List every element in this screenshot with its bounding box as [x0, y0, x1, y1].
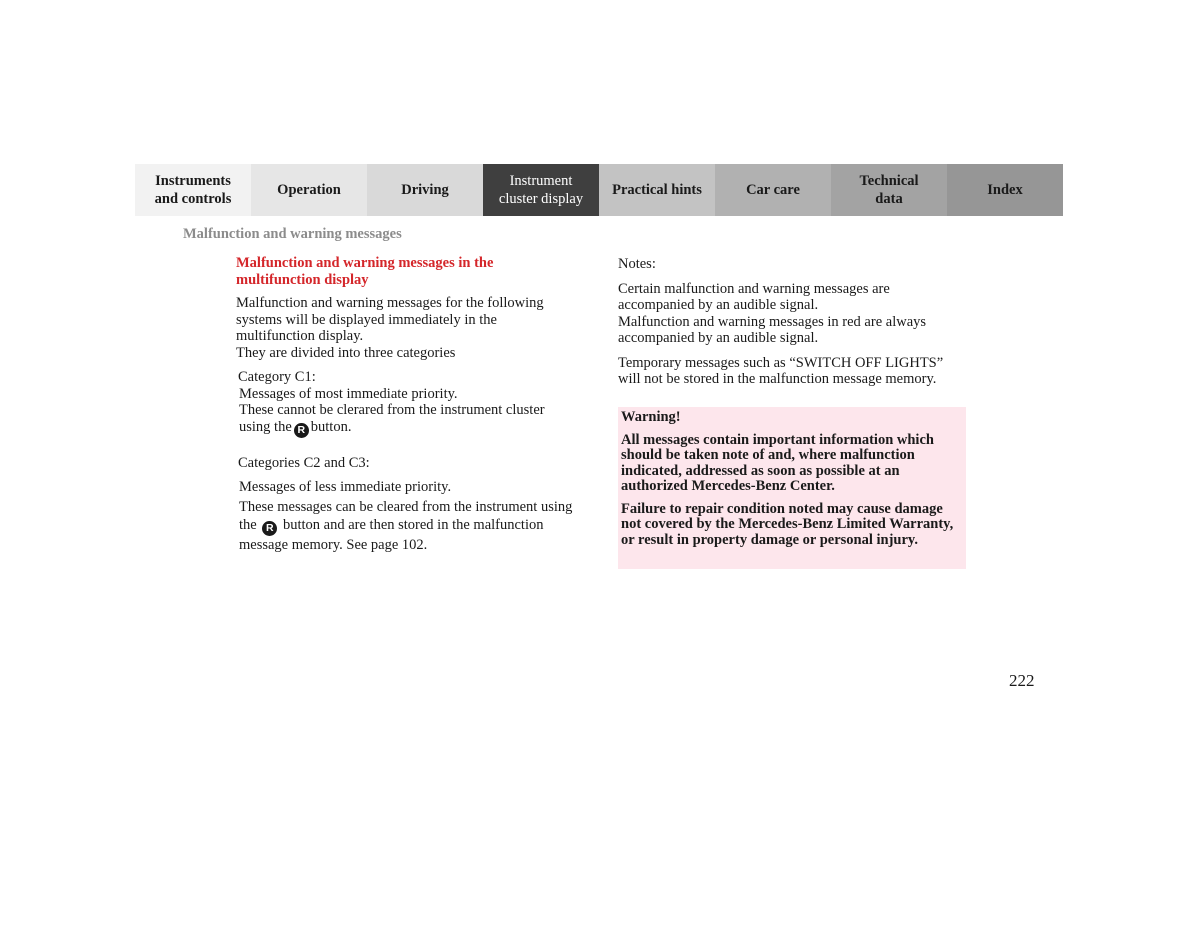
tab-label: Technical data [859, 173, 919, 207]
intro-text: Malfunction and warning messages for the following systems will be displayed immediately in the multifunction display. [236, 295, 544, 344]
tab-label: Car care [746, 182, 800, 198]
warning-text: Failure to repair condition noted may cause damage not covered by the Mercedes-Benz Limited Warranty, or result in property damage or personal injury. [621, 500, 954, 548]
subsection-heading: Malfunction and warning messages in the multifunction display [236, 255, 494, 288]
tab-label: Practical hints [612, 182, 702, 198]
tab-instruments-and-controls[interactable] [135, 164, 251, 216]
category-c1-label: Category C1: [238, 369, 316, 385]
right-column [618, 256, 968, 388]
warning-text: All messages contain important information which should be taken note of and, where malfunction indicated, addressed as soon as possible at an authorized Mercedes-Benz Center. [621, 431, 934, 494]
tab-operation[interactable] [251, 164, 367, 216]
tab-instrument-cluster-display[interactable] [483, 164, 599, 216]
category-c1-priority: Messages of most immediate priority. [239, 385, 458, 402]
tab-technical-data[interactable] [831, 164, 947, 216]
category-c23-label: Categories C2 and C3: [238, 454, 370, 471]
section-title: Malfunction and warning messages [183, 226, 402, 242]
category-c23-priority: Messages of less immediate priority. [239, 479, 452, 495]
tab-index[interactable] [947, 164, 1063, 216]
tab-label: Index [987, 182, 1023, 198]
note-text: Malfunction and warning messages in red are always accompanied by an audible signal. [618, 313, 927, 346]
tab-label: Instrument cluster display [498, 173, 584, 207]
page-number: 222 [1009, 671, 1035, 690]
category-c1-text: These cannot be clerared from the instrument cluster using the R button. [239, 402, 545, 436]
reset-button-icon: R [262, 521, 277, 536]
categories-intro: They are divided into three categories [236, 344, 456, 361]
tab-driving[interactable] [367, 164, 483, 216]
tab-label: Driving [401, 182, 449, 198]
warning-box [618, 407, 966, 569]
chapter-tabs [135, 164, 1065, 216]
tab-label: Instruments and controls [154, 173, 232, 207]
tab-car-care[interactable] [715, 164, 831, 216]
tab-practical-hints[interactable] [599, 164, 715, 216]
warning-title: Warning! [621, 409, 681, 425]
left-column [236, 255, 576, 554]
note-text: Temporary messages such as “SWITCH OFF LIGHTS” will not be stored in the malfunction message memory. [618, 354, 944, 387]
reset-button-icon: R [294, 423, 309, 438]
notes-label: Notes: [618, 256, 656, 272]
category-c23-text: These messages can be cleared from the instrument using the R button and are then stored in the malfunction message memory. See page 102. [239, 498, 573, 553]
note-text: Certain malfunction and warning messages are accompanied by an audible signal. [618, 280, 890, 313]
tab-label: Operation [277, 182, 341, 198]
